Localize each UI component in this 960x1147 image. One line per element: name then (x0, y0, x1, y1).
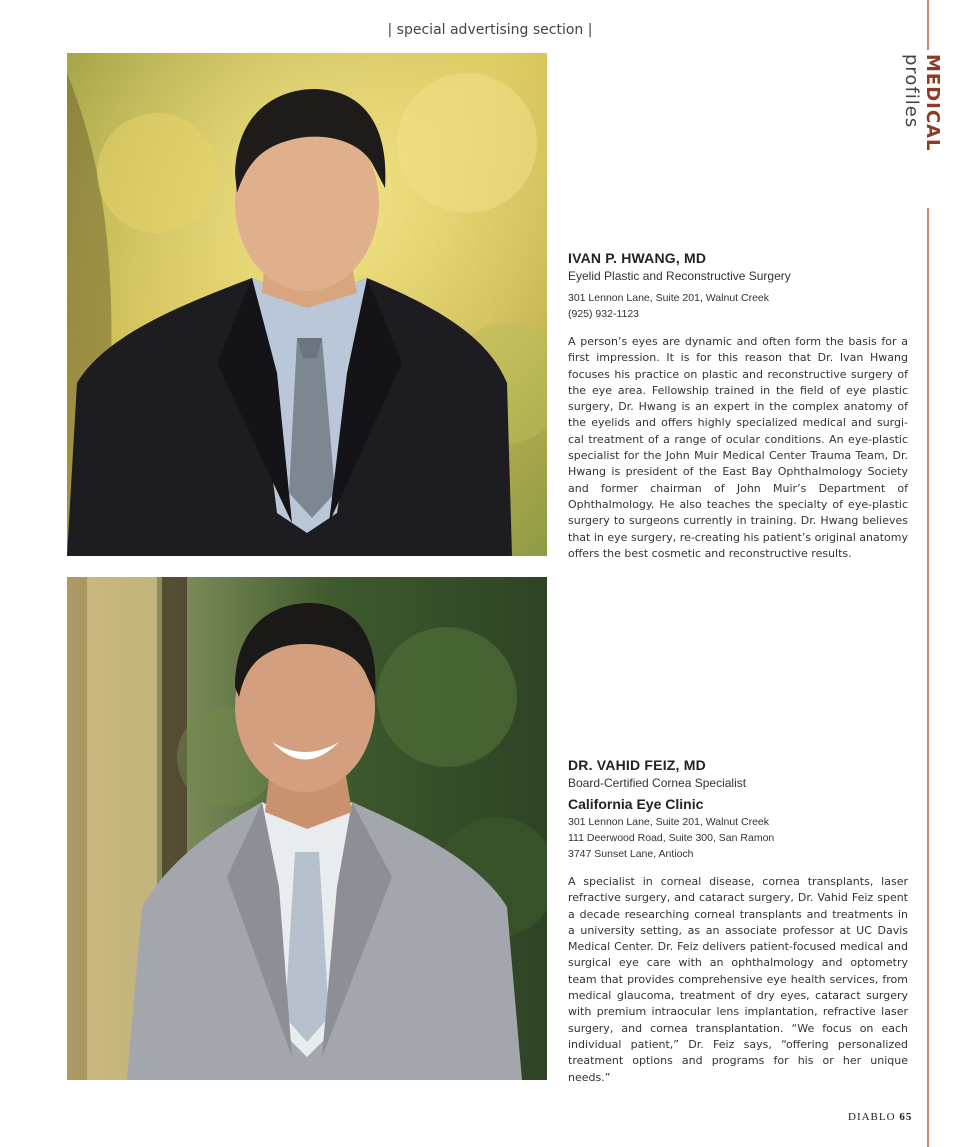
phone-number: (925) 932-1123 (568, 308, 640, 320)
doctor-bio: A person’s eyes are dynamic and often form the basis for a first impression. It is for this reason that Dr. Ivan Hwang focuses his practice on plastic and reconstructive surgery of the eye area. Fellowship trained in the field of eye plastic surgery, Dr. Hwang is an expert in the complex anatomy of the eyelids and offers highly specialized medical and surgi-cal treatment of a range of ocular conditions. An eye-plastic specialist for the John Muir Medical Center Trauma Team, Dr. Hwang is president of the East Bay Ophthalmology Society and former chairman of John Muir’s Department of Ophthalmology. He also teaches the specialty of eye-plastic surgery to surgeons currently in training. Dr. Hwang believes that in eye surgery, re-creating his patient’s original anatomy offers the best cosmetic and reconstructive results. (568, 335, 908, 560)
side-label-strong: MEDICAL (922, 54, 943, 152)
publication-name: DIABLO (848, 1111, 896, 1123)
address-line: 3747 Sunset Lane, Antioch (568, 848, 694, 860)
side-label-rest: profiles (901, 54, 922, 129)
portrait-photo-feiz (67, 577, 547, 1080)
page-footer (848, 1111, 912, 1123)
address-line: 301 Lennon Lane, Suite 201, Walnut Creek (568, 292, 770, 304)
clinic-name: California Eye Clinic (568, 796, 704, 812)
doctor-name: IVAN P. HWANG, MD (568, 250, 707, 266)
section-header: | special advertising section | (387, 22, 593, 38)
profile-hwang (568, 250, 908, 562)
page-number: 65 (899, 1111, 913, 1123)
doctor-name: DR. VAHID FEIZ, MD (568, 757, 706, 773)
section-side-label (901, 50, 943, 208)
profile-feiz (568, 757, 908, 1086)
doctor-specialty: Eyelid Plastic and Reconstructive Surgery (568, 269, 791, 283)
address-line: 301 Lennon Lane, Suite 201, Walnut Creek (568, 816, 770, 828)
address-line: 111 Deerwood Road, Suite 300, San Ramon (568, 832, 775, 844)
doctor-bio: A specialist in corneal disease, cornea transplants, laser refractive surgery, and cataract surgery, Dr. Vahid Feiz spent a decade researching corneal transplants and treatments in a university setting, as an associate professor at UC Davis Medical Center. Dr. Feiz delivers patient-focused medical and surgical eye care with an ophthalmology and optometry team that provides comprehensive eye health services, from medical glaucoma, treatment of dry eyes, cataract surgery with premium intraocular lens implantation, refractive laser surgery, and cornea transplantation. “We focus on each individual patient,” Dr. Feiz says, “offering personalized treatment options and programs for his or her unique needs.” (568, 875, 908, 1084)
portrait-photo-hwang (67, 53, 547, 556)
doctor-specialty: Board-Certified Cornea Specialist (568, 776, 747, 790)
